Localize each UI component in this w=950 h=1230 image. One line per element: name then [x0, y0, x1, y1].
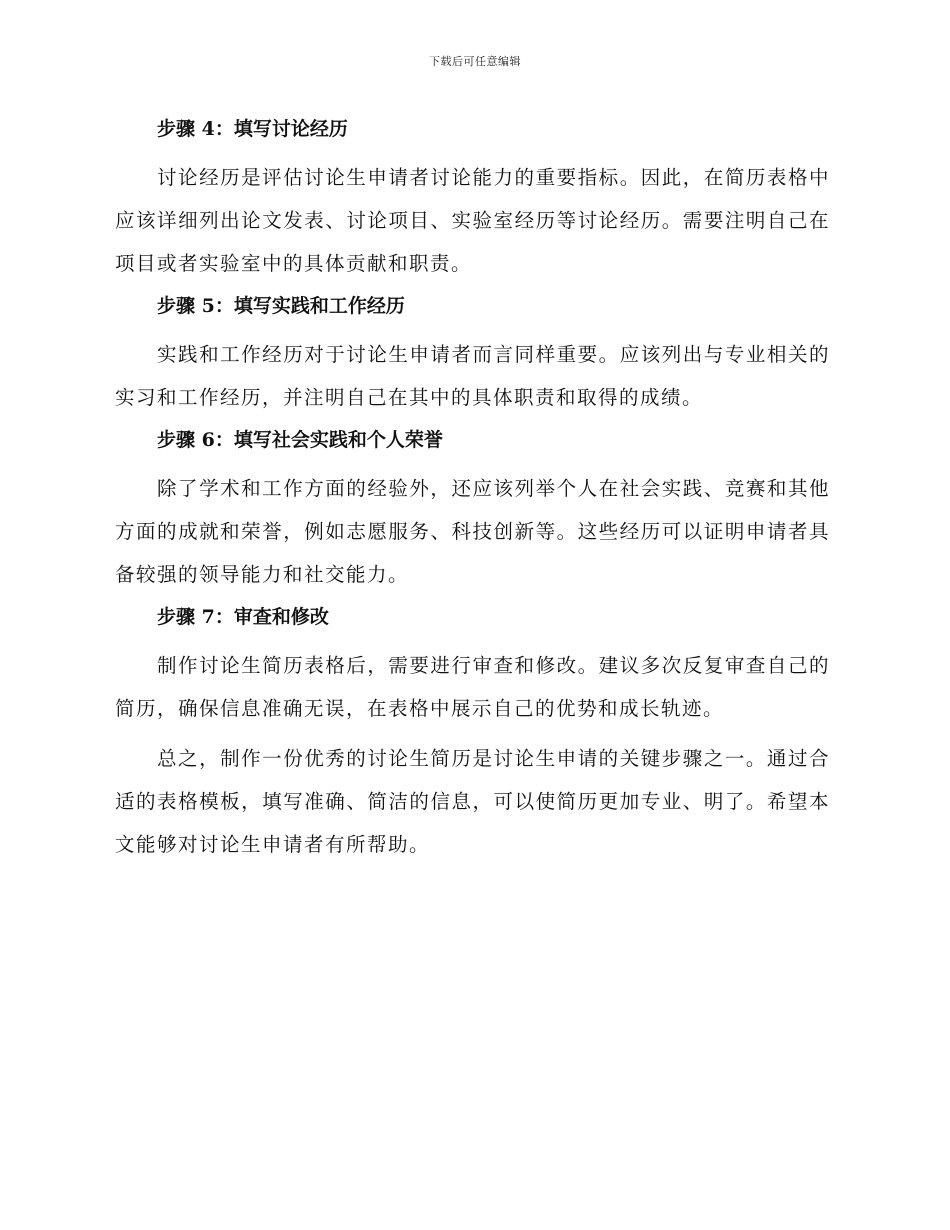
document-body [115, 108, 830, 873]
step-6-paragraph: 除了学术和工作方面的经验外，还应该列举个人在社会实践、竞赛和其他方面的成就和荣誉，例如志愿服务、科技创新等。这些经历可以证明申请者具备较强的领导能力和社交能力。 [115, 477, 830, 586]
step-4-paragraph: 讨论经历是评估讨论生申请者讨论能力的重要指标。因此，在简历表格中应该详细列出论文发表、讨论项目、实验室经历等讨论经历。需要注明自己在项目或者实验室中的具体贡献和职责。 [115, 166, 830, 275]
step-5-heading: 步骤 5：填写实践和工作经历 [157, 295, 405, 317]
step-5-paragraph: 实践和工作经历对于讨论生申请者而言同样重要。应该列出与专业相关的实习和工作经历，并注明自己在其中的具体职责和取得的成绩。 [115, 343, 830, 409]
page-header: 下载后可任意编辑 [429, 55, 521, 68]
step-7-heading: 步骤 7：审查和修改 [157, 606, 329, 628]
step-6-heading: 步骤 6：填写社会实践和个人荣誉 [157, 429, 443, 451]
conclusion-paragraph: 总之，制作一份优秀的讨论生简历是讨论生申请的关键步骤之一。通过合适的表格模板，填写准确、简洁的信息，可以使简历更加专业、明了。希望本文能够对讨论生申请者有所帮助。 [115, 747, 830, 856]
step-4-heading: 步骤 4：填写讨论经历 [157, 118, 348, 140]
step-7-paragraph: 制作讨论生简历表格后，需要进行审查和修改。建议多次反复审查自己的简历，确保信息准确无误，在表格中展示自己的优势和成长轨迹。 [115, 654, 830, 720]
